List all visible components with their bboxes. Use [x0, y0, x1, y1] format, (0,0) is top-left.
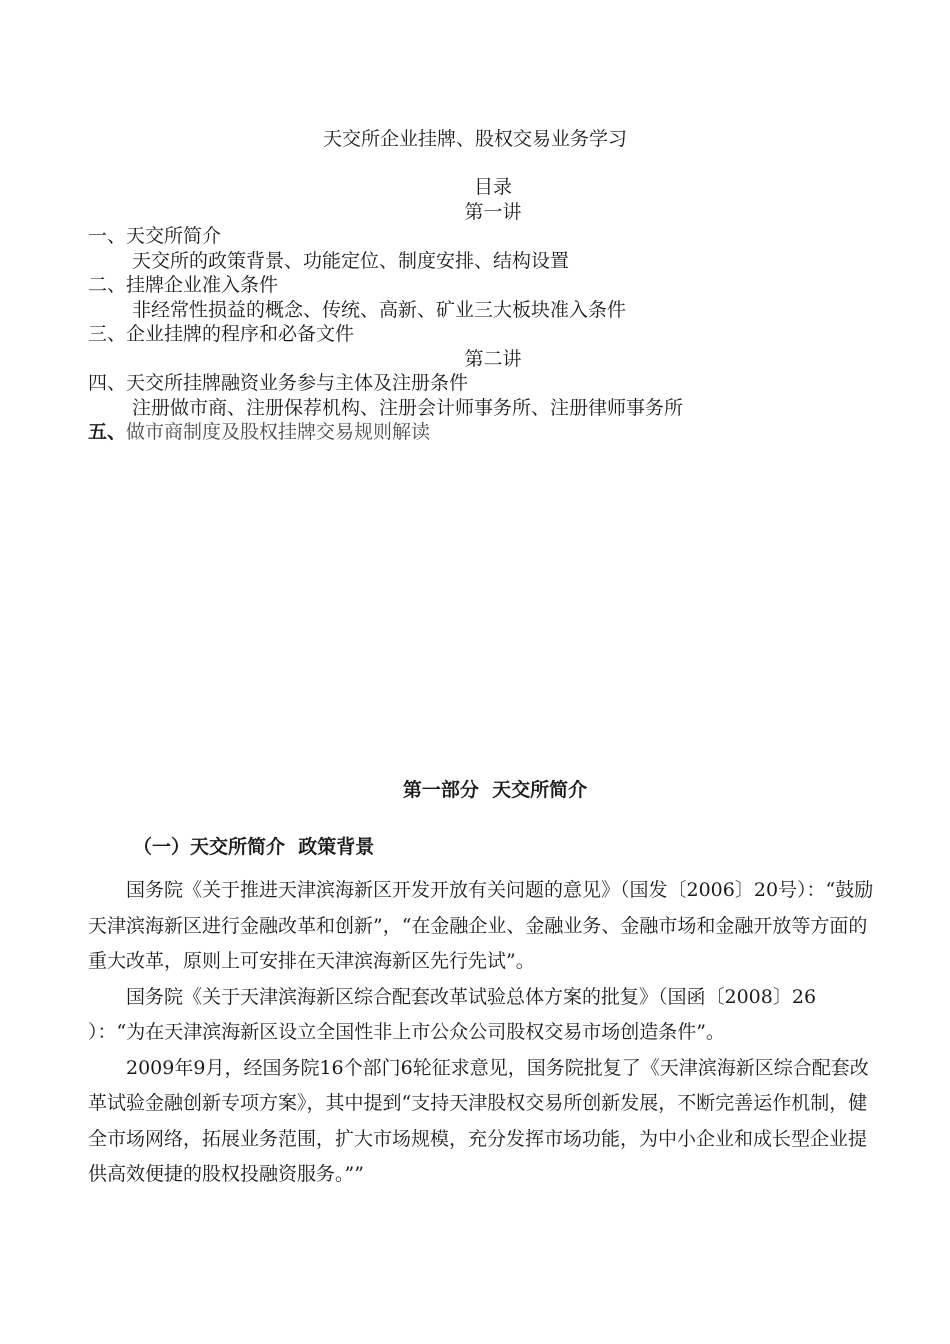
toc-lecture-2: 第二讲	[464, 347, 522, 370]
toc-item-5-text: 做市商制度及股权挂牌交易规则解读	[126, 421, 431, 443]
toc-item-3: 三、企业挂牌的程序和必备文件	[88, 323, 355, 345]
toc-item-1: 一、天交所简介	[88, 225, 222, 247]
part-1-heading: 第一部分 天交所简介	[402, 779, 588, 801]
toc-item-2: 二、挂牌企业准入条件	[88, 274, 279, 296]
section-1-heading: （一）天交所简介 政策背景	[133, 836, 375, 858]
toc-lecture-1: 第一讲	[464, 200, 522, 223]
toc-item-4: 四、天交所挂牌融资业务参与主体及注册条件	[88, 372, 469, 394]
paragraph: 国务院《关于天津滨海新区综合配套改革试验总体方案的批复》（国函〔2008〕26 ）：“为在天津滨海新区设立全国性非上市公众公司股权交易市场创造条件”。	[88, 985, 817, 1043]
document-title: 天交所企业挂牌、股权交易业务学习	[322, 128, 627, 150]
toc-item-5	[88, 420, 888, 445]
toc-heading: 目录	[473, 176, 512, 198]
table-of-contents	[88, 175, 888, 445]
toc-item-1-sub: 天交所的政策背景、功能定位、制度安排、结构设置	[132, 249, 570, 272]
paragraph: 国务院《关于推进天津滨海新区开发开放有关问题的意见》（国发〔2006〕20号）：“鼓励天津滨海新区进行金融改革和创新”，“在金融企业、金融业务、金融市场和金融开放等方面的重大改革，原则上可安排在天津滨海新区先行先试”。	[88, 879, 874, 972]
paragraph: 2009年9月，经国务院16个部门6轮征求意见，国务院批复了《天津滨海新区综合配套改革试验金融创新专项方案》，其中提到“支持天津股权交易所创新发展，不断完善运作机制，健全市场网络，拓展业务范围，扩大市场规模，充分发挥市场功能，为中小企业和成长型企业提供高效便捷的股权投融资服务。””	[88, 1056, 869, 1185]
toc-item-5-number: 五、	[88, 421, 127, 443]
toc-item-2-sub: 非经常性损益的概念、传统、高新、矿业三大板块准入条件	[132, 298, 627, 321]
section-1-body	[88, 873, 878, 1193]
toc-item-4-sub: 注册做市商、注册保荐机构、注册会计师事务所、注册律师事务所	[132, 396, 684, 419]
